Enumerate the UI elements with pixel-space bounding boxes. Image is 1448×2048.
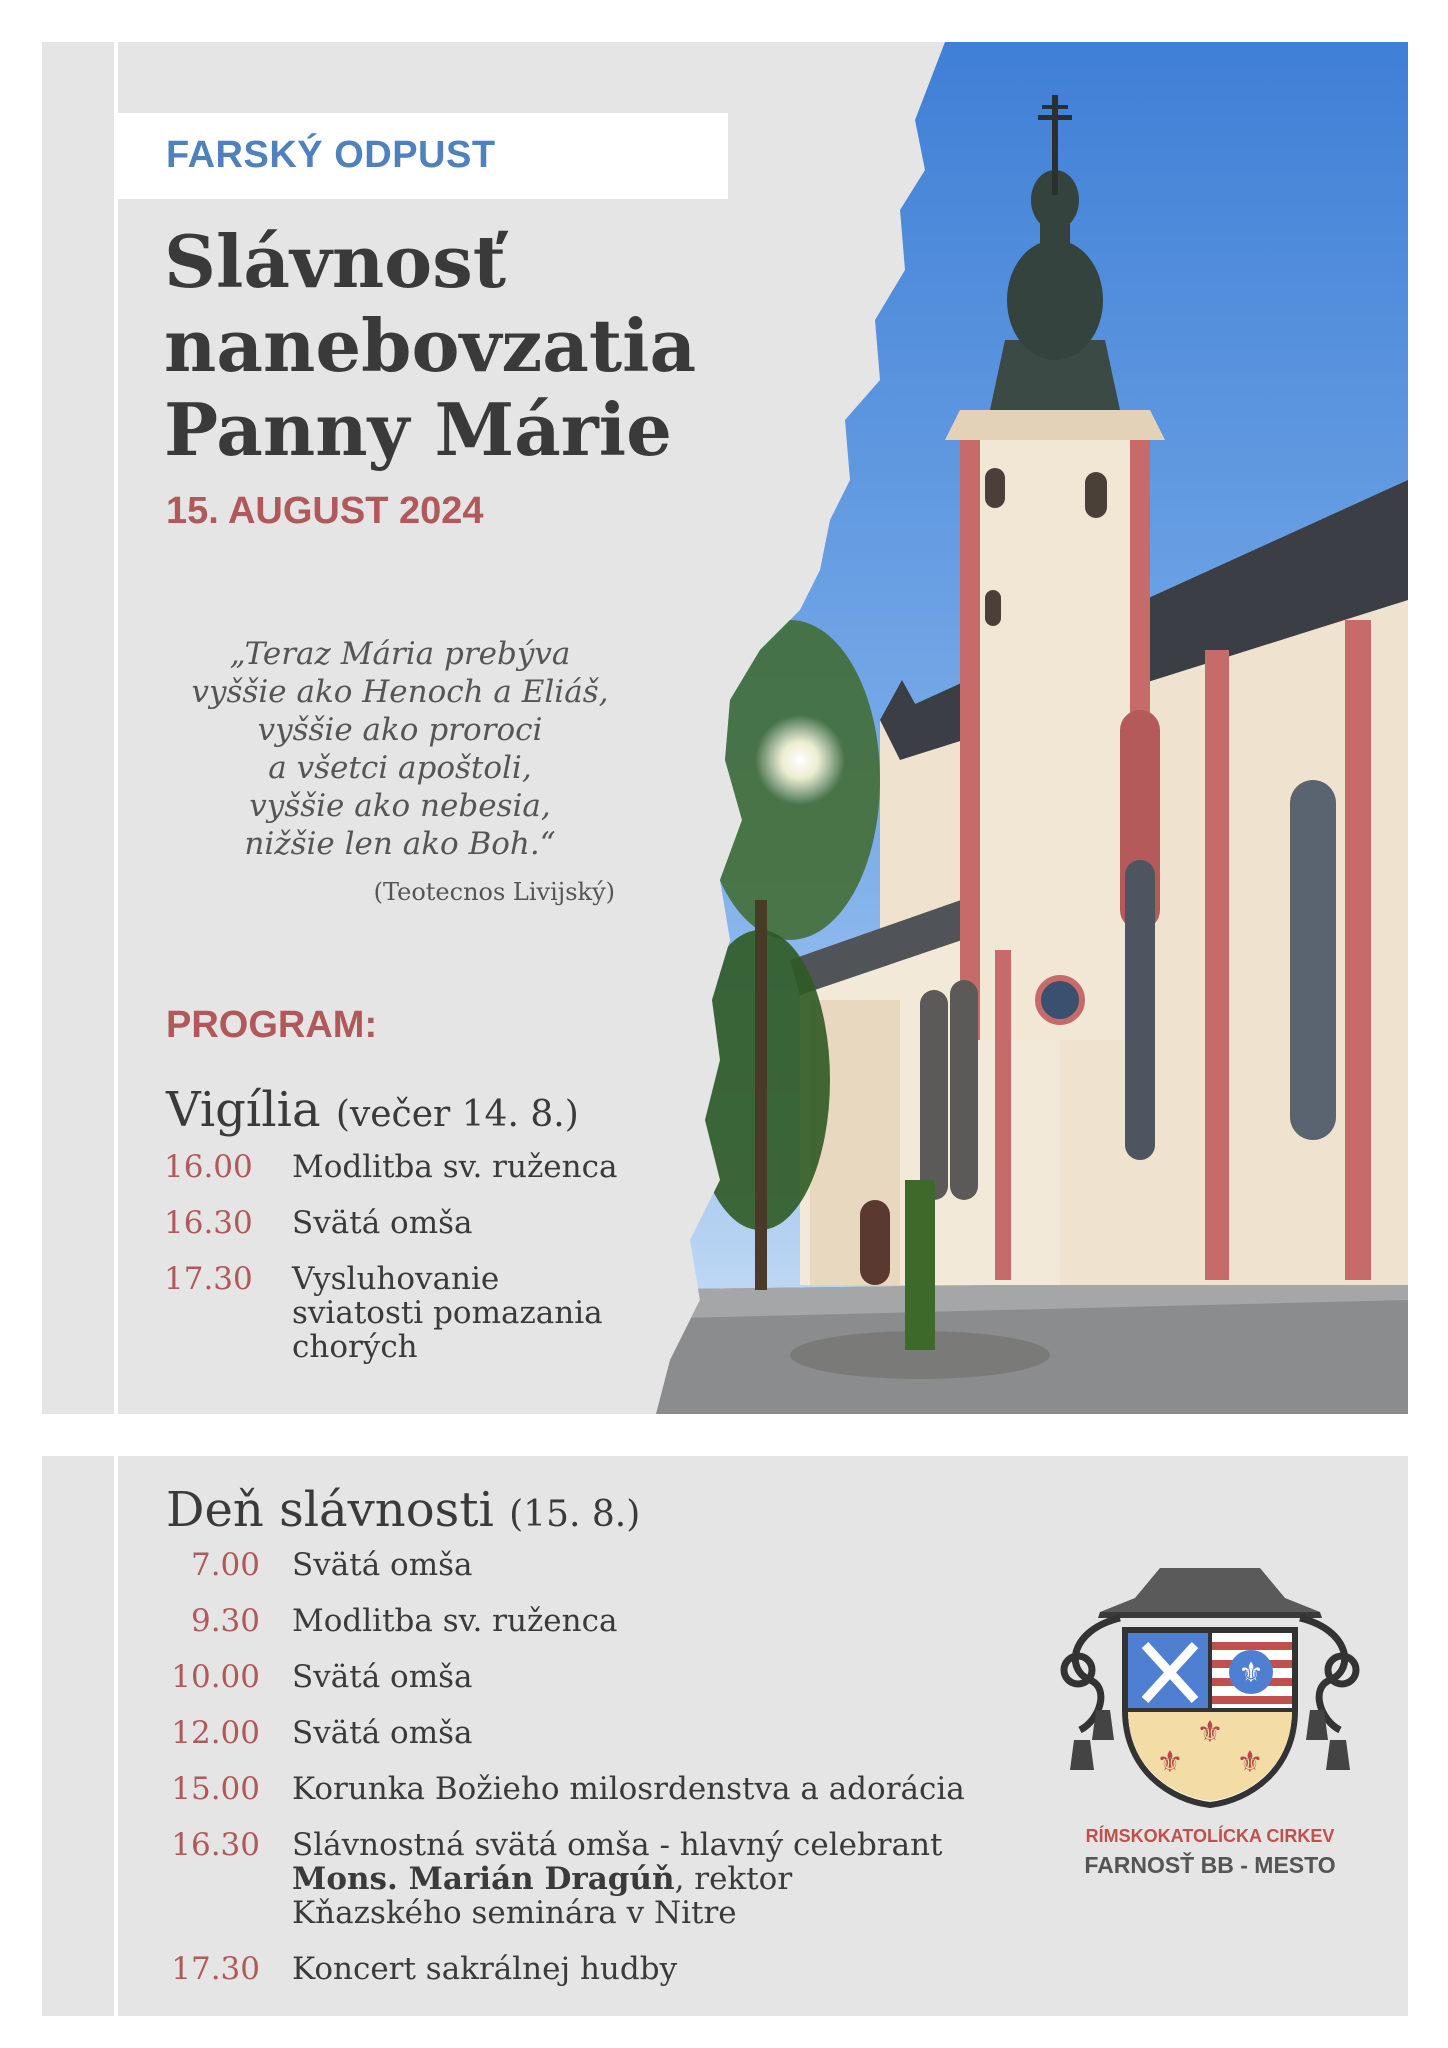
schedule-time: 10.00 [171,1659,260,1695]
quote-line: vyššie ako nebesia, [249,788,551,824]
celebrant-role: , rektor [674,1861,793,1897]
quote-line: vyššie ako proroci [257,712,543,748]
vigil-title-text: Vigília [166,1082,321,1138]
schedule-row [164,1660,1064,1694]
schedule-text [292,1262,1064,1364]
schedule-text-line: sviatosti pomazania [292,1295,603,1331]
svg-text:⚜: ⚜ [1156,1745,1184,1780]
vigil-subtitle: (večer 14. 8.) [335,1094,579,1135]
schedule-text: Svätá omša [292,1547,473,1583]
title-line: Panny Márie [164,387,672,472]
schedule-text: Koncert sakrálnej hudby [292,1951,678,1987]
schedule-row [164,1262,1064,1364]
schedule-text: Svätá omša [292,1659,473,1695]
schedule-text: Korunka Božieho milosrdenstva a adorácia [292,1771,965,1807]
schedule-time: 16.30 [164,1205,253,1241]
schedule-text: Svätá omša [292,1715,473,1751]
event-date: 15. AUGUST 2024 [166,490,484,532]
schedule-text: Modlitba sv. ruženca [292,1149,618,1185]
quote-line: a všetci apoštoli, [268,750,532,786]
schedule-time: 16.30 [171,1827,260,1863]
vertical-divider [114,1456,118,2016]
schedule-time: 17.30 [171,1951,260,1987]
schedule-row [164,1772,1064,1806]
quote-line: „Teraz Mária prebýva [229,636,571,672]
schedule-text-line: chorých [292,1329,418,1365]
feast-title-text: Deň slávnosti [166,1482,494,1538]
vigil-title [166,1082,579,1138]
page-title [164,220,724,472]
schedule-text: Modlitba sv. ruženca [292,1603,618,1639]
quote-line: nižšie len ako Boh.“ [244,826,556,862]
event-kicker: FARSKÝ ODPUST [166,134,496,176]
schedule-time: 7.00 [190,1547,260,1583]
title-line: Slávnosť [164,219,506,304]
vigil-schedule [164,1150,1064,1384]
quote-line: vyššie ako Henoch a Eliáš, [191,674,609,710]
feast-schedule [164,1548,1064,2006]
schedule-text-line: Vysluhovanie [292,1261,500,1297]
schedule-text-line [292,1862,1064,1896]
quote [150,635,650,863]
schedule-time: 16.00 [164,1149,253,1185]
crest-caption-parish: FARNOSŤ BB - MESTO [1084,1852,1336,1878]
schedule-time: 15.00 [171,1771,260,1807]
schedule-time: 12.00 [171,1715,260,1751]
schedule-time: 17.30 [164,1261,253,1297]
quote-author: (Teotecnos Livijský) [373,878,615,906]
schedule-text-line: Slávnostná svätá omša - hlavný celebrant [292,1827,943,1863]
schedule-row [164,1952,1064,1986]
schedule-text-line: Kňazského seminára v Nitre [292,1895,737,1931]
schedule-time: 9.30 [190,1603,260,1639]
crest-caption-church: RÍMSKOKATOLÍCKA CIRKEV [1085,1826,1335,1846]
schedule-row [164,1548,1064,1582]
celebrant-name: Mons. Marián Dragúň [292,1861,675,1897]
parish-crest-icon [1060,1560,1360,1810]
schedule-row [164,1150,1064,1184]
schedule-row [164,1716,1064,1750]
svg-text:⚜: ⚜ [1238,1656,1264,1689]
svg-text:⚜: ⚜ [1236,1745,1264,1780]
schedule-row [164,1828,1064,1930]
program-heading: PROGRAM: [166,1004,378,1046]
feast-title [166,1482,640,1538]
feast-subtitle: (15. 8.) [509,1494,641,1535]
schedule-text: Svätá omša [292,1205,473,1241]
schedule-row [164,1206,1064,1240]
svg-text:⚜: ⚜ [1196,1715,1224,1750]
title-line: nanebovzatia [164,303,697,388]
schedule-row [164,1604,1064,1638]
schedule-text [292,1828,1064,1930]
